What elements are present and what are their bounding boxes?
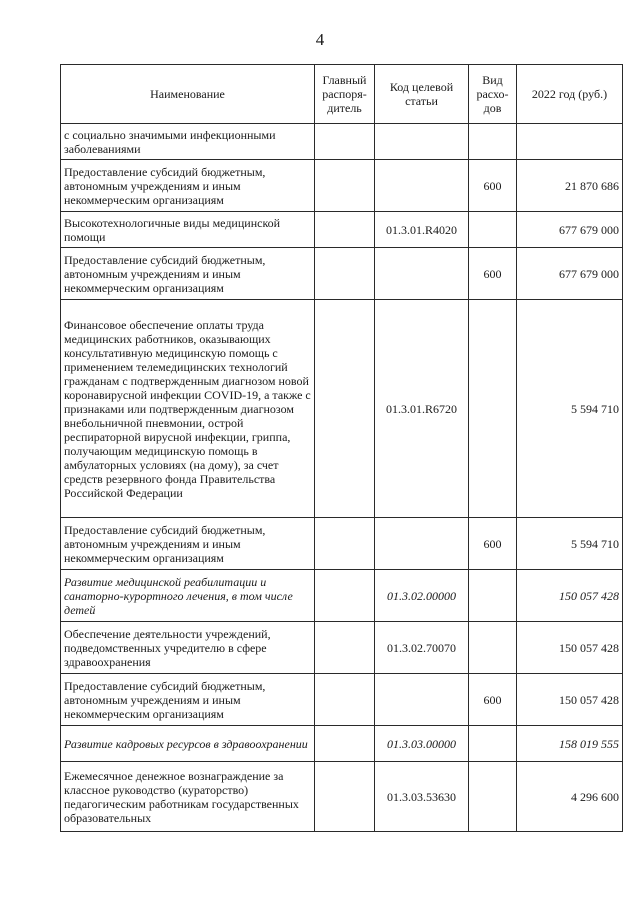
row-code-cell [375,124,469,160]
table-row [61,300,623,518]
row-name-cell: Предоставление субсидий бюджетным, автономным учреждениям и иным некоммерческим организациям [61,248,315,300]
row-code-cell [375,248,469,300]
table-row [61,212,623,248]
row-name-cell: Развитие кадровых ресурсов в здравоохранении [61,726,315,762]
header-name: Наименование [61,65,315,124]
row-name-cell: с социально значимыми инфекционными заболеваниями [61,124,315,160]
row-kind-cell [469,212,517,248]
header-amount: 2022 год (руб.) [517,65,623,124]
table-row [61,622,623,674]
row-kind-cell: 600 [469,248,517,300]
table-body [61,124,623,832]
row-amount-cell: 150 057 428 [517,570,623,622]
row-kind-cell [469,570,517,622]
row-name-cell: Предоставление субсидий бюджетным, автономным учреждениям и иным некоммерческим организациям [61,674,315,726]
table-row [61,726,623,762]
row-code-cell: 01.3.01.R4020 [375,212,469,248]
budget-table [60,64,623,832]
table-row [61,248,623,300]
table-row [61,160,623,212]
row-amount-cell: 21 870 686 [517,160,623,212]
row-amount-cell: 5 594 710 [517,300,623,518]
row-admin-cell [315,160,375,212]
row-admin-cell [315,212,375,248]
row-name-cell: Предоставление субсидий бюджетным, автономным учреждениям и иным некоммерческим организациям [61,160,315,212]
row-admin-cell [315,674,375,726]
row-admin-cell [315,762,375,832]
row-code-cell: 01.3.03.53630 [375,762,469,832]
row-code-cell [375,160,469,212]
table-row [61,570,623,622]
table-row [61,124,623,160]
row-name-cell: Предоставление субсидий бюджетным, автономным учреждениям и иным некоммерческим организациям [61,518,315,570]
row-kind-cell [469,300,517,518]
row-code-cell: 01.3.01.R6720 [375,300,469,518]
row-code-cell: 01.3.03.00000 [375,726,469,762]
table-header [61,65,623,124]
row-code-cell [375,674,469,726]
row-amount-cell: 150 057 428 [517,674,623,726]
row-amount-cell: 677 679 000 [517,212,623,248]
header-code: Код целевой статьи [375,65,469,124]
row-name-cell: Развитие медицинской реабилитации и санаторно-курортного лечения, в том числе детей [61,570,315,622]
header-row [61,65,623,124]
row-kind-cell [469,726,517,762]
row-kind-cell [469,762,517,832]
row-code-cell [375,518,469,570]
row-admin-cell [315,518,375,570]
row-name-cell: Высокотехнологичные виды медицинской помощи [61,212,315,248]
header-admin: Главный распоря-дитель [315,65,375,124]
row-admin-cell [315,570,375,622]
row-admin-cell [315,248,375,300]
row-amount-cell: 4 296 600 [517,762,623,832]
row-kind-cell [469,622,517,674]
row-admin-cell [315,622,375,674]
row-admin-cell [315,726,375,762]
row-admin-cell [315,124,375,160]
table-row [61,762,623,832]
row-name-cell: Обеспечение деятельности учреждений, подведомственных учредителю в сфере здравоохранения [61,622,315,674]
row-amount-cell: 677 679 000 [517,248,623,300]
row-kind-cell: 600 [469,518,517,570]
row-amount-cell: 5 594 710 [517,518,623,570]
row-amount-cell: 158 019 555 [517,726,623,762]
row-name-cell: Финансовое обеспечение оплаты труда медицинских работников, оказывающих консультативную медицинскую помощь с применением телемедицинских технологий гражданам с подтвержденным диагнозом новой коронавирусной инфекции COVID-19, а также с признаками или подтвержденным диагнозом внебольничной пневмонии, острой респираторной вирусной инфекции, гриппа, получающим медицинскую помощь в амбулаторных условиях (на дому), за счет средств резервного фонда Правительства Российской Федерации [61,300,315,518]
row-kind-cell: 600 [469,160,517,212]
row-name-cell: Ежемесячное денежное вознаграждение за классное руководство (кураторство) педагогическим работникам государственных образовательных [61,762,315,832]
row-amount-cell: 150 057 428 [517,622,623,674]
page-number: 4 [315,30,325,49]
row-admin-cell [315,300,375,518]
row-code-cell: 01.3.02.70070 [375,622,469,674]
row-code-cell: 01.3.02.00000 [375,570,469,622]
row-amount-cell [517,124,623,160]
table-row [61,674,623,726]
row-kind-cell: 600 [469,674,517,726]
table-row [61,518,623,570]
row-kind-cell [469,124,517,160]
header-kind: Вид расхо-дов [469,65,517,124]
